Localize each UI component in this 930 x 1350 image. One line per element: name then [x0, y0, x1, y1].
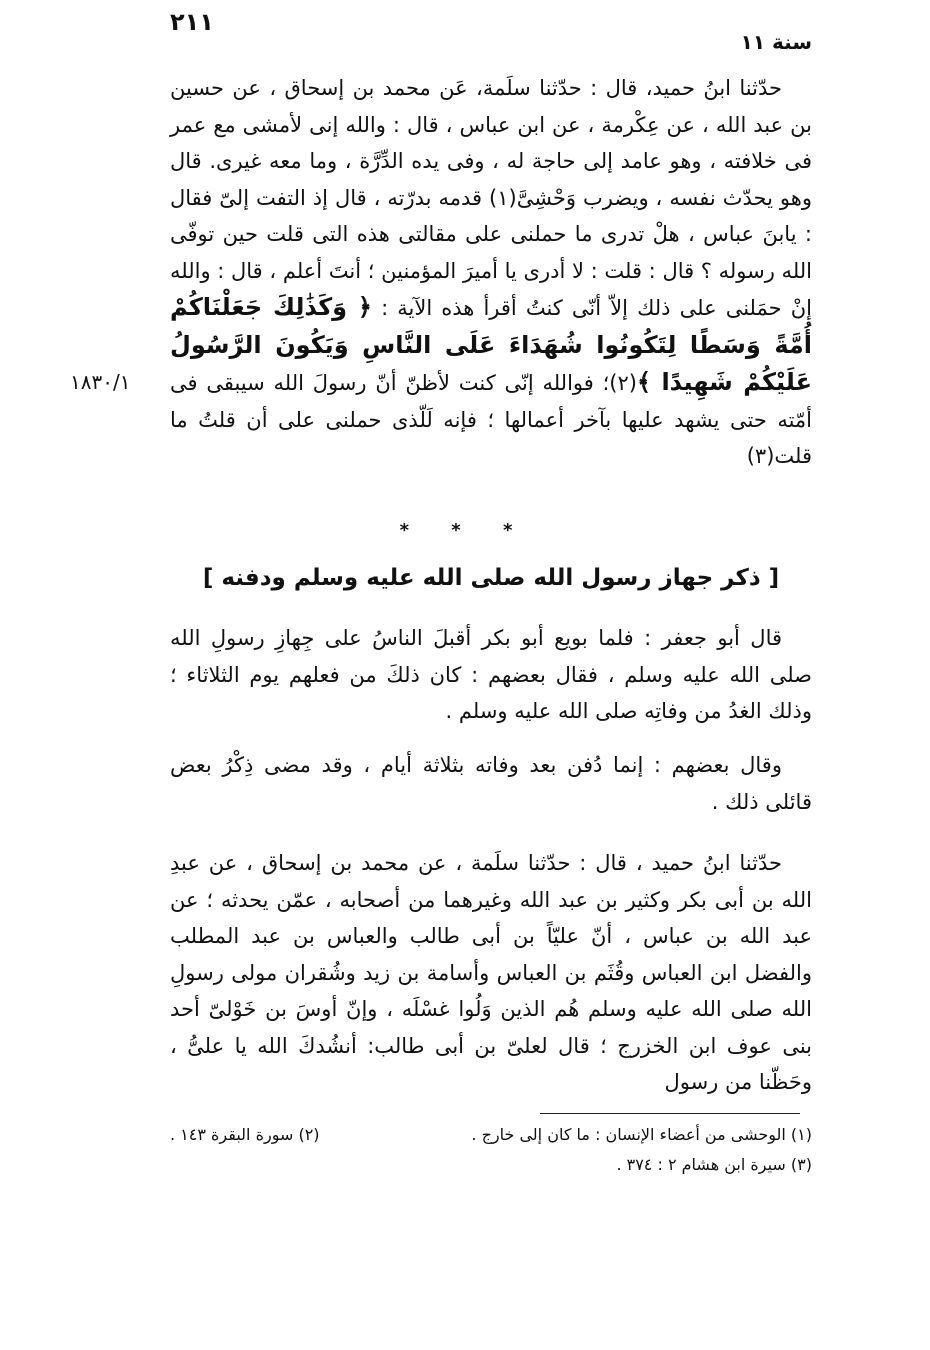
footnote-divider: [540, 1113, 800, 1114]
section-separator: * * *: [399, 520, 531, 541]
paragraph-text: وقال بعضهم : إنما دُفن بعد وفاته بثلاثة أيام ، وقد مضى ذِكْرُ بعض قائلى ذلك .: [170, 753, 812, 814]
paragraph-text: قال أبو جعفر : فلما بويع أبو بكر أقبلَ الناسُ على جِهازِ رسولِ الله صلى الله عليه وسلم ، فقال بعضهم : كان ذلكَ من فعلهم يوم الثلاثاء ؛ وذلك الغدُ من وفاتِه صلى الله عليه وسلم .: [170, 626, 812, 723]
narration-text: حدّثنا ابنُ حميد، قال : حدّثنا سلَمة، عَن محمد بن إسحاق ، عن حسين بن عبد الله ، عن عِكْرمة ، عن ابن عباس ، قال : والله إنى لأمشى مع عمر فى خلافته ، وهو عامد إلى حاجة له ، وفى يده الدِّرَّة ، وما معه غيرى. قال وهو يحدّث نفسه ، ويضرب وَحْشِىَّ(١) قدمه بدرّته ، قال إذ التفت إلىّ فقال : يابنَ عباس ، هلْ تدرى ما حملنى على مقالتى هذه التى قلت حين توفّى الله رسوله ؟ قال : قلت : لا أدرى يا أميرَ المؤمنين ؛ أنتَ أعلم ، قال : والله إنْ حمَلنى على ذلك إلاّ أنّى كنتُ أقرأ هذه الآية :: [170, 76, 812, 320]
narration-conclusion: (٢)؛ فوالله إنّى كنت لأظنّ أنّ رسولَ الله سيبقى فى أمّته حتى يشهد عليها بآخر أعمالها ؛ فإنه لَلّذى حملنى على أن قلتُ ما قلت(٣): [170, 371, 812, 468]
paragraph-preparation: [170, 620, 812, 730]
footnote-3: (٣) سيرة ابن هشام ٢ : ٣٧٤ .: [616, 1155, 812, 1174]
section-title: [ ذكر جهاز رسول الله صلى الله عليه وسلم ودفنه ]: [202, 565, 780, 591]
margin-reference: ١٨٣٠/١: [70, 370, 131, 394]
footnotes: [170, 1120, 812, 1180]
quran-verse: ﴿ وَكَذَٰلِكَ جَعَلْنَاكُمْ أُمَّةً وَسَطًا لِتَكُونُوا شُهَدَاءَ عَلَى النَّاسِ وَيَكُونَ الرَّسُولُ عَلَيْكُمْ شَهِيدًا ﴾: [170, 293, 813, 396]
paragraph-umar-narration: [170, 70, 812, 475]
paragraph-burial-days: [170, 747, 812, 820]
footnote-2: (٢) سورة البقرة ١٤٣ .: [170, 1125, 320, 1144]
page-number: ٢١١: [170, 8, 214, 36]
running-head: سنة ١١: [740, 30, 812, 54]
footnote-1: (١) الوحشى من أعضاء الإنسان : ما كان إلى خارج .: [471, 1125, 812, 1144]
paragraph-washing: [170, 845, 812, 1101]
footnote-row: [170, 1150, 812, 1180]
footnote-row: [170, 1120, 812, 1150]
paragraph-text: حدّثنا ابنُ حميد ، قال : حدّثنا سلَمة ، عن محمد بن إسحاق ، عن عبدِ الله بن أبى بكر وكثير بن عبد الله وغيرهما من أصحابه ، عمّن يحدثه ؛ عن عبد الله بن عباس ، أنّ عليّاً بن أبى طالب والعباس بن عبد المطلب والفضل ابن العباس وقُثَم بن العباس وأسامة بن زيد وشُقران مولى رسولِ الله صلى الله عليه وسلم هُم الذين وَلُوا غسْلَه ، وإنّ أوسَ بن خَوْلىّ أحد بنى عوف ابن الخزرج ؛ قال لعلىّ بن أبى طالب: أنشُدكَ الله يا علىُّ ، وحَظّنا من رسول: [170, 851, 812, 1094]
